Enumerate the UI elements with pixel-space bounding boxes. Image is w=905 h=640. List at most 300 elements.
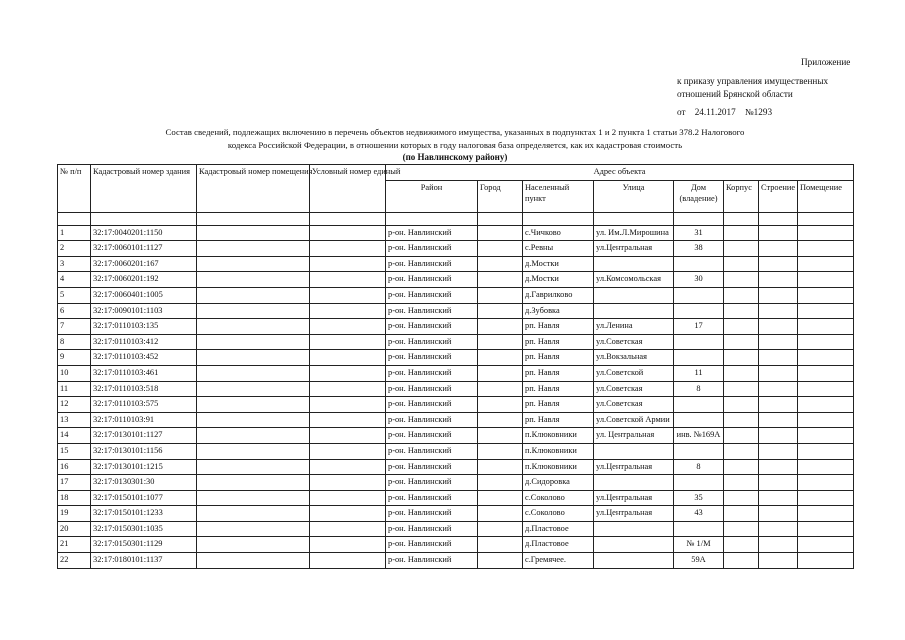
cell-cadastral-room: [197, 272, 310, 288]
cell-korpus: [724, 490, 759, 506]
header-settlement-line1: Населенный: [525, 182, 570, 192]
cell-korpus: [724, 350, 759, 366]
cell-gorod: [478, 412, 523, 428]
cell-cadastral-building: 32:17:0130101:1156: [91, 443, 197, 459]
table-row: [58, 412, 854, 428]
cell-pomeshchenie: [798, 459, 854, 475]
cell-stroenie: [759, 256, 798, 272]
cell-cadastral-room: [197, 443, 310, 459]
cell-house: 17: [674, 319, 724, 335]
cell-gorod: [478, 365, 523, 381]
cell-conditional-number: [310, 241, 386, 257]
cell-cadastral-room: [197, 506, 310, 522]
cell-conditional-number: [310, 397, 386, 413]
cell-num: 8: [58, 334, 91, 350]
cell-gorod: [478, 287, 523, 303]
cell-korpus: [724, 334, 759, 350]
cell-gorod: [478, 272, 523, 288]
cell-stroenie: [759, 490, 798, 506]
cell-korpus: [724, 365, 759, 381]
cell-cadastral-building: 32:17:0150301:1129: [91, 537, 197, 553]
cell-settlement: с.Соколово: [523, 506, 594, 522]
cell-cadastral-room: [197, 475, 310, 491]
cell-pomeshchenie: [798, 490, 854, 506]
cell-house: [674, 287, 724, 303]
cell-street: ул.Советской Армии: [594, 412, 674, 428]
cell-num: 19: [58, 506, 91, 522]
cell-street: [594, 521, 674, 537]
cell-house: № 1/М: [674, 537, 724, 553]
cell-korpus: [724, 506, 759, 522]
cell-settlement: п.Клюковники: [523, 443, 594, 459]
cell-cadastral-room: [197, 303, 310, 319]
cell-house: 59А: [674, 553, 724, 569]
cell-stroenie: [759, 443, 798, 459]
cell-cadastral-room: [197, 381, 310, 397]
cell-num: 20: [58, 521, 91, 537]
cell-conditional-number: [310, 428, 386, 444]
cell-korpus: [724, 397, 759, 413]
cell-num: 22: [58, 553, 91, 569]
cell-street: ул. Центральная: [594, 428, 674, 444]
cell-korpus: [724, 381, 759, 397]
cell-rayon: р-он. Навлинский: [386, 521, 478, 537]
cell-conditional-number: [310, 475, 386, 491]
header-settlement-line2: пункт: [525, 193, 546, 203]
table-row: [58, 319, 854, 335]
order-number: №1293: [744, 107, 773, 117]
cell-conditional-number: [310, 553, 386, 569]
cell-cadastral-room: [197, 334, 310, 350]
cell-conditional-number: [310, 537, 386, 553]
cell-korpus: [724, 256, 759, 272]
header-pomeshchenie: Помещение: [798, 180, 854, 212]
cell-settlement: д.Зубовка: [523, 303, 594, 319]
cell-cadastral-room: [197, 553, 310, 569]
cell-street: [594, 475, 674, 491]
table-row: [58, 459, 854, 475]
cell-num: 18: [58, 490, 91, 506]
cell-street: [594, 443, 674, 459]
cell-num: 12: [58, 397, 91, 413]
cell-rayon: р-он. Навлинский: [386, 272, 478, 288]
header-street: Улица: [594, 180, 674, 212]
header-house-line1: Дом: [690, 182, 707, 192]
cell-gorod: [478, 428, 523, 444]
cell-num: 4: [58, 272, 91, 288]
cell-house: 8: [674, 459, 724, 475]
cell-pomeshchenie: [798, 537, 854, 553]
cell-pomeshchenie: [798, 241, 854, 257]
cell-street: ул.Комсомольская: [594, 272, 674, 288]
cell-cadastral-building: 32:17:0110103:452: [91, 350, 197, 366]
cell-korpus: [724, 319, 759, 335]
cell-num: 14: [58, 428, 91, 444]
cell-cadastral-building: 32:17:0060401:1005: [91, 287, 197, 303]
cell-house: 11: [674, 365, 724, 381]
cell-street: ул.Центральная: [594, 241, 674, 257]
cell-conditional-number: [310, 412, 386, 428]
cell-house: [674, 521, 724, 537]
cell-settlement: с.Ревны: [523, 241, 594, 257]
cell-cadastral-building: 32:17:0090101:1103: [91, 303, 197, 319]
cell-rayon: р-он. Навлинский: [386, 287, 478, 303]
cell-stroenie: [759, 365, 798, 381]
cell-house: [674, 475, 724, 491]
cell-num: 16: [58, 459, 91, 475]
table-row: [58, 521, 854, 537]
cell-num: 13: [58, 412, 91, 428]
header-cadastral-room: Кадастровый номер помещения: [197, 165, 310, 213]
cell-pomeshchenie: [798, 381, 854, 397]
table-row: [58, 225, 854, 241]
cell-conditional-number: [310, 303, 386, 319]
cell-conditional-number: [310, 319, 386, 335]
caption-line-1: Состав сведений, подлежащих включению в перечень объектов недвижимого имущества, указанных в подпунктах 1 и 2 пункта 1 статьи 378.2 Налогового: [165, 127, 745, 137]
cell-cadastral-room: [197, 397, 310, 413]
order-reference-line2: отношений Брянской области: [677, 89, 793, 99]
cell-cadastral-building: 32:17:0110103:135: [91, 319, 197, 335]
cell-cadastral-building: 32:17:0060201:167: [91, 256, 197, 272]
cell-conditional-number: [310, 381, 386, 397]
cell-rayon: р-он. Навлинский: [386, 319, 478, 335]
table-row: [58, 334, 854, 350]
table-row: [58, 506, 854, 522]
cell-pomeshchenie: [798, 397, 854, 413]
cell-cadastral-room: [197, 521, 310, 537]
cell-rayon: р-он. Навлинский: [386, 428, 478, 444]
cell-gorod: [478, 521, 523, 537]
cell-stroenie: [759, 537, 798, 553]
cell-cadastral-building: 32:17:0110103:575: [91, 397, 197, 413]
cell-cadastral-building: 32:17:0150101:1233: [91, 506, 197, 522]
cell-pomeshchenie: [798, 443, 854, 459]
cell-street: ул.Советская: [594, 397, 674, 413]
cell-num: 9: [58, 350, 91, 366]
cell-num: 7: [58, 319, 91, 335]
cell-pomeshchenie: [798, 303, 854, 319]
cell-rayon: р-он. Навлинский: [386, 225, 478, 241]
cell-num: 6: [58, 303, 91, 319]
cell-rayon: р-он. Навлинский: [386, 256, 478, 272]
cell-house: 30: [674, 272, 724, 288]
cell-street: ул.Вокзальная: [594, 350, 674, 366]
cell-conditional-number: [310, 334, 386, 350]
cell-cadastral-building: 32:17:0110103:518: [91, 381, 197, 397]
cell-house: [674, 443, 724, 459]
caption-district: (по Навлинскому району): [402, 152, 508, 162]
cell-pomeshchenie: [798, 319, 854, 335]
cell-conditional-number: [310, 350, 386, 366]
cell-street: [594, 287, 674, 303]
cell-korpus: [724, 428, 759, 444]
table-row: [58, 490, 854, 506]
cell-stroenie: [759, 334, 798, 350]
cell-gorod: [478, 319, 523, 335]
cell-rayon: р-он. Навлинский: [386, 350, 478, 366]
header-house: [674, 180, 724, 212]
cell-cadastral-room: [197, 365, 310, 381]
cell-stroenie: [759, 506, 798, 522]
cell-street: [594, 256, 674, 272]
cell-pomeshchenie: [798, 272, 854, 288]
cell-conditional-number: [310, 521, 386, 537]
table-row: [58, 256, 854, 272]
cell-gorod: [478, 475, 523, 491]
cell-conditional-number: [310, 459, 386, 475]
cell-cadastral-room: [197, 412, 310, 428]
cell-cadastral-building: 32:17:0130301:30: [91, 475, 197, 491]
cell-num: 2: [58, 241, 91, 257]
cell-settlement: с.Соколово: [523, 490, 594, 506]
cell-cadastral-building: 32:17:0060101:1127: [91, 241, 197, 257]
cell-num: 3: [58, 256, 91, 272]
appendix-title: Приложение: [801, 57, 851, 67]
cell-korpus: [724, 553, 759, 569]
header-stroenie: Строение: [759, 180, 798, 212]
cell-cadastral-building: 32:17:0110103:412: [91, 334, 197, 350]
cell-rayon: р-он. Навлинский: [386, 475, 478, 491]
cell-house: [674, 350, 724, 366]
header-house-line2: (владение): [679, 193, 718, 203]
cell-korpus: [724, 443, 759, 459]
cell-settlement: рп. Навля: [523, 334, 594, 350]
cell-korpus: [724, 303, 759, 319]
cell-settlement: д.Пластовое: [523, 521, 594, 537]
cell-street: ул.Ленина: [594, 319, 674, 335]
cell-korpus: [724, 241, 759, 257]
cell-gorod: [478, 303, 523, 319]
cell-gorod: [478, 334, 523, 350]
table-row: [58, 443, 854, 459]
cell-conditional-number: [310, 490, 386, 506]
cell-settlement: рп. Навля: [523, 412, 594, 428]
table-row: [58, 303, 854, 319]
cell-stroenie: [759, 303, 798, 319]
cell-gorod: [478, 490, 523, 506]
cell-gorod: [478, 225, 523, 241]
cell-street: ул.Центральная: [594, 459, 674, 475]
cell-street: [594, 553, 674, 569]
table-row: [58, 287, 854, 303]
cell-gorod: [478, 381, 523, 397]
property-table: [57, 164, 854, 569]
cell-house: 38: [674, 241, 724, 257]
table-row: [58, 381, 854, 397]
cell-korpus: [724, 412, 759, 428]
cell-stroenie: [759, 397, 798, 413]
cell-num: 17: [58, 475, 91, 491]
cell-settlement: п.Клюковники: [523, 459, 594, 475]
cell-settlement: с.Чичково: [523, 225, 594, 241]
header-num: № п/п: [58, 165, 91, 213]
cell-stroenie: [759, 521, 798, 537]
cell-rayon: р-он. Навлинский: [386, 334, 478, 350]
cell-korpus: [724, 272, 759, 288]
cell-gorod: [478, 506, 523, 522]
cell-house: [674, 303, 724, 319]
cell-pomeshchenie: [798, 475, 854, 491]
cell-settlement: п.Клюковники: [523, 428, 594, 444]
table-row: [58, 365, 854, 381]
table-row: [58, 241, 854, 257]
cell-house: 31: [674, 225, 724, 241]
cell-gorod: [478, 553, 523, 569]
cell-cadastral-building: 32:17:0130101:1215: [91, 459, 197, 475]
cell-rayon: р-он. Навлинский: [386, 490, 478, 506]
cell-pomeshchenie: [798, 225, 854, 241]
cell-rayon: р-он. Навлинский: [386, 506, 478, 522]
cell-rayon: р-он. Навлинский: [386, 303, 478, 319]
cell-conditional-number: [310, 365, 386, 381]
cell-korpus: [724, 475, 759, 491]
cell-cadastral-building: 32:17:0130101:1127: [91, 428, 197, 444]
cell-gorod: [478, 443, 523, 459]
cell-pomeshchenie: [798, 553, 854, 569]
cell-rayon: р-он. Навлинский: [386, 241, 478, 257]
cell-stroenie: [759, 319, 798, 335]
cell-rayon: р-он. Навлинский: [386, 459, 478, 475]
cell-street: ул. Им.Л.Мирошина: [594, 225, 674, 241]
cell-korpus: [724, 287, 759, 303]
cell-conditional-number: [310, 272, 386, 288]
cell-cadastral-room: [197, 350, 310, 366]
cell-pomeshchenie: [798, 365, 854, 381]
header-korpus: Корпус: [724, 180, 759, 212]
cell-street: ул.Центральная: [594, 490, 674, 506]
cell-stroenie: [759, 475, 798, 491]
cell-korpus: [724, 459, 759, 475]
order-date-prefix: от: [677, 107, 686, 117]
cell-korpus: [724, 225, 759, 241]
table-header-row: [58, 165, 854, 181]
cell-house: [674, 412, 724, 428]
cell-house: [674, 256, 724, 272]
cell-cadastral-room: [197, 459, 310, 475]
cell-settlement: рп. Навля: [523, 365, 594, 381]
cell-conditional-number: [310, 256, 386, 272]
header-settlement: [523, 180, 594, 212]
cell-rayon: р-он. Навлинский: [386, 381, 478, 397]
cell-street: [594, 303, 674, 319]
cell-cadastral-room: [197, 287, 310, 303]
table-row: [58, 397, 854, 413]
header-rayon: Район: [386, 180, 478, 212]
cell-stroenie: [759, 412, 798, 428]
header-gorod: Город: [478, 180, 523, 212]
cell-cadastral-building: 32:17:0040201:1150: [91, 225, 197, 241]
order-reference-line1: к приказу управления имущественных: [677, 76, 829, 86]
cell-cadastral-building: 32:17:0150101:1077: [91, 490, 197, 506]
cell-cadastral-room: [197, 490, 310, 506]
cell-cadastral-building: 32:17:0180101:1137: [91, 553, 197, 569]
table-row: [58, 553, 854, 569]
cell-num: 15: [58, 443, 91, 459]
table-row: [58, 428, 854, 444]
cell-pomeshchenie: [798, 287, 854, 303]
cell-stroenie: [759, 287, 798, 303]
cell-pomeshchenie: [798, 428, 854, 444]
cell-num: 21: [58, 537, 91, 553]
cell-stroenie: [759, 272, 798, 288]
cell-cadastral-building: 32:17:0150301:1035: [91, 521, 197, 537]
cell-gorod: [478, 256, 523, 272]
cell-conditional-number: [310, 506, 386, 522]
header-address: Адрес объекта: [386, 165, 854, 181]
document-caption: [90, 126, 820, 164]
cell-num: 11: [58, 381, 91, 397]
cell-korpus: [724, 521, 759, 537]
cell-settlement: д.Мостки: [523, 272, 594, 288]
table-row: [58, 272, 854, 288]
cell-pomeshchenie: [798, 256, 854, 272]
cell-stroenie: [759, 225, 798, 241]
cell-street: ул.Советская: [594, 381, 674, 397]
cell-settlement: рп. Навля: [523, 319, 594, 335]
cell-pomeshchenie: [798, 506, 854, 522]
cell-num: 1: [58, 225, 91, 241]
cell-settlement: д.Гаврилково: [523, 287, 594, 303]
cell-pomeshchenie: [798, 350, 854, 366]
cell-street: ул.Советская: [594, 334, 674, 350]
cell-stroenie: [759, 428, 798, 444]
cell-stroenie: [759, 241, 798, 257]
cell-rayon: р-он. Навлинский: [386, 365, 478, 381]
cell-gorod: [478, 350, 523, 366]
cell-stroenie: [759, 381, 798, 397]
cell-pomeshchenie: [798, 521, 854, 537]
cell-rayon: р-он. Навлинский: [386, 397, 478, 413]
cell-rayon: р-он. Навлинский: [386, 443, 478, 459]
cell-house: 35: [674, 490, 724, 506]
cell-settlement: с.Гремячее.: [523, 553, 594, 569]
cell-num: 5: [58, 287, 91, 303]
cell-num: 10: [58, 365, 91, 381]
cell-house: [674, 334, 724, 350]
cell-cadastral-room: [197, 241, 310, 257]
table-row: [58, 350, 854, 366]
cell-gorod: [478, 241, 523, 257]
cell-rayon: р-он. Навлинский: [386, 553, 478, 569]
cell-stroenie: [759, 459, 798, 475]
order-date: 24.11.2017: [694, 107, 736, 117]
table-spacer-row: [58, 212, 854, 225]
order-date-line: [677, 106, 772, 118]
cell-stroenie: [759, 350, 798, 366]
cell-gorod: [478, 459, 523, 475]
cell-conditional-number: [310, 287, 386, 303]
cell-house: 8: [674, 381, 724, 397]
cell-gorod: [478, 397, 523, 413]
cell-cadastral-building: 32:17:0110103:461: [91, 365, 197, 381]
cell-cadastral-building: 32:17:0110103:91: [91, 412, 197, 428]
cell-house: 43: [674, 506, 724, 522]
header-cadastral-building: Кадастровый номер здания: [91, 165, 197, 213]
cell-cadastral-room: [197, 225, 310, 241]
cell-pomeshchenie: [798, 412, 854, 428]
cell-street: ул.Советской: [594, 365, 674, 381]
cell-house: [674, 397, 724, 413]
cell-pomeshchenie: [798, 334, 854, 350]
cell-settlement: рп. Навля: [523, 397, 594, 413]
cell-street: ул.Центральная: [594, 506, 674, 522]
cell-settlement: д.Мостки: [523, 256, 594, 272]
caption-line-2: кодекса Российской Федерации, в отношении которых в году налоговая база определяется, как их кадастровая стоимость: [227, 139, 683, 150]
cell-gorod: [478, 537, 523, 553]
cell-settlement: д.Сидоровка: [523, 475, 594, 491]
cell-cadastral-room: [197, 537, 310, 553]
cell-rayon: р-он. Навлинский: [386, 412, 478, 428]
